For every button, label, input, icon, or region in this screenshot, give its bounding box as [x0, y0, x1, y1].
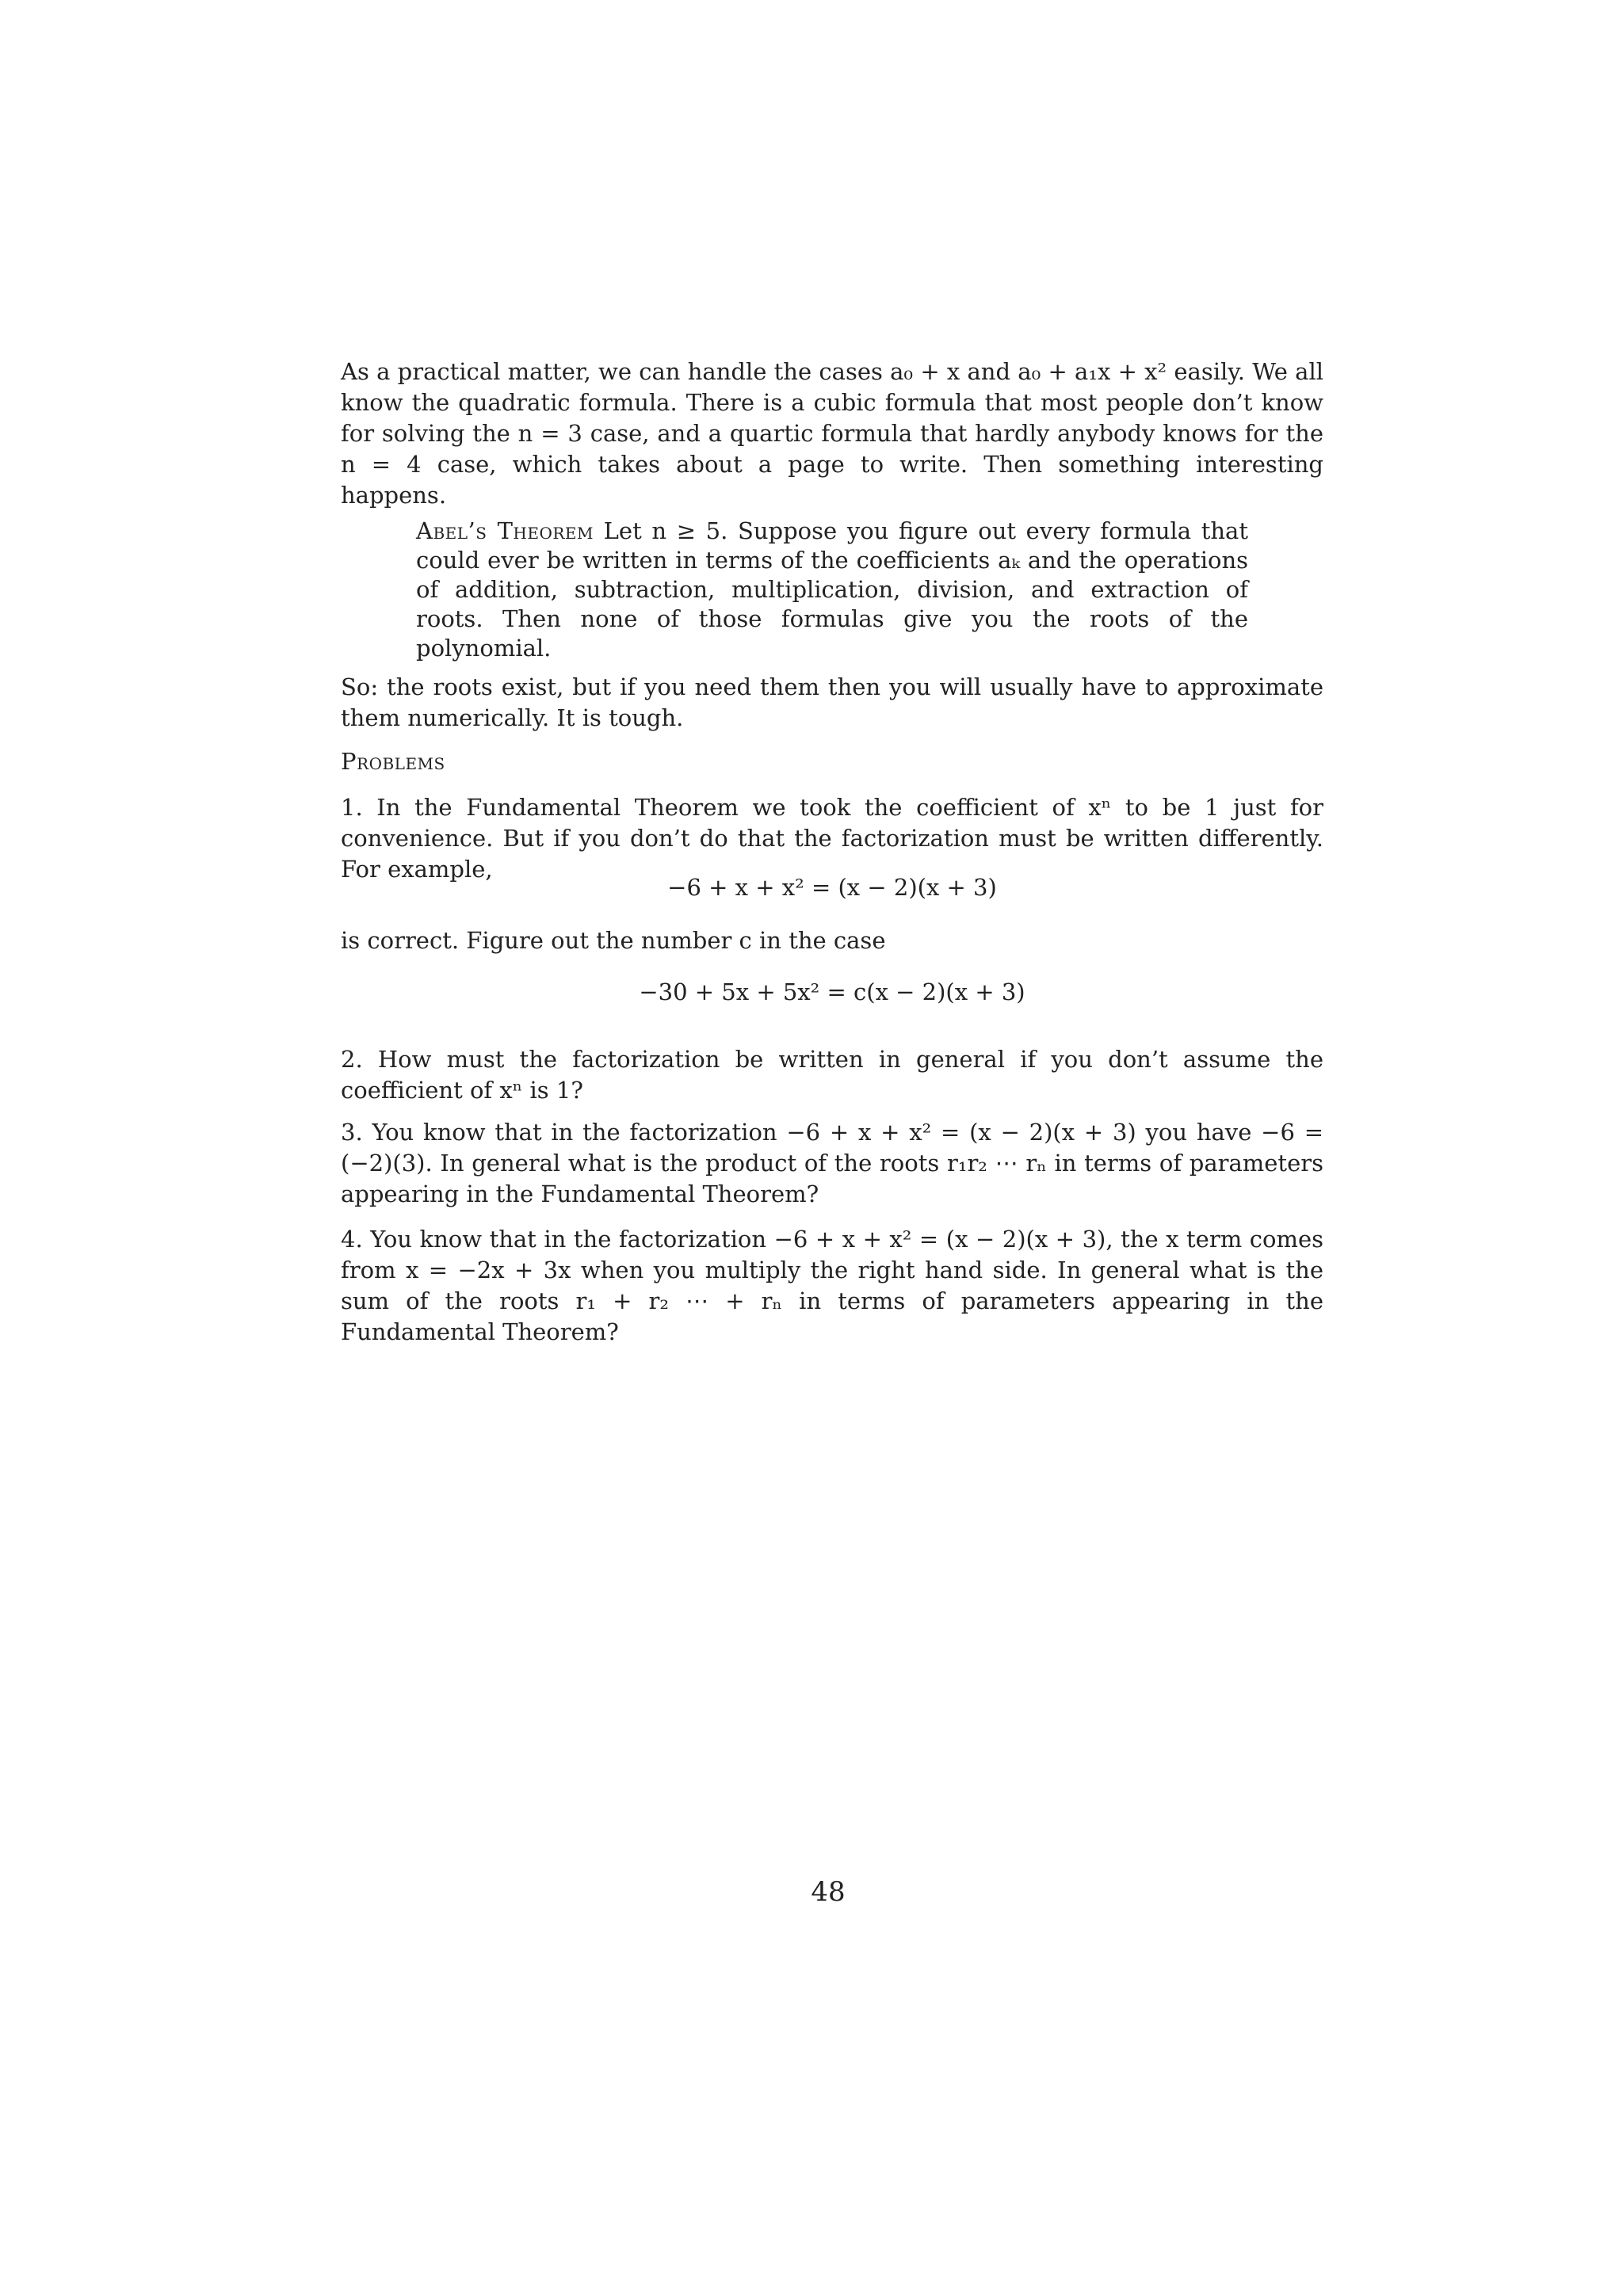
theorem-title: Abel’s Theorem: [416, 517, 594, 544]
intro-text: As a practical matter, we can handle the cases a₀ + x and a₀ + a₁x + x² easily. We all know the quadratic formula. There is a cubic formula that most people don’t know for solving the n = 3 case, and a quartic formula that hardly anybody knows for the n = 4 case, which takes about a page to write. Then something interesting happens.: [341, 358, 1323, 509]
conclusion-paragraph: [341, 672, 1323, 734]
problem-2: [341, 1044, 1323, 1106]
problem-1-followup: [341, 925, 1323, 956]
conclusion-text: So: the roots exist, but if you need them then you will usually have to approximate them numerically. It is tough.: [341, 673, 1323, 731]
theorem-body: Let n ≥ 5. Suppose you figure out every formula that could ever be written in terms of the coefficients aₖ and the operations of addition, subtraction, multiplication, division, and extraction of roots. Then none of those formulas give you the roots of the polynomial.: [416, 517, 1249, 662]
problem-2-text: 2. How must the factorization be written in general if you don’t assume the coefficient of xⁿ is 1?: [341, 1046, 1323, 1104]
theorem-text: [416, 517, 1248, 663]
problem-1-text: 1. In the Fundamental Theorem we took the coefficient of xⁿ to be 1 just for convenience. But if you don’t do that the factorization must be written differently. For example,: [341, 794, 1323, 883]
problem-3: [341, 1117, 1323, 1210]
problem-4: [341, 1224, 1323, 1348]
equation-2: −30 + 5x + 5x² = c(x − 2)(x + 3): [639, 978, 1025, 1005]
abel-theorem-block: [416, 517, 1248, 663]
intro-paragraph: [341, 357, 1323, 511]
page-number: 48: [811, 1876, 846, 1908]
problem-4-text: 4. You know that in the factorization −6 + x + x² = (x − 2)(x + 3), the x term comes from x = −2x + 3x when you multiply the right hand side. In general what is the sum of the roots r₁ + r₂ ⋯ + rₙ in terms of parameters appearing in the Fundamental Theorem?: [341, 1226, 1323, 1345]
equation-1: −6 + x + x² = (x − 2)(x + 3): [667, 874, 997, 901]
problems-heading: Problems: [341, 748, 445, 775]
problem-3-text: 3. You know that in the factorization −6 + x + x² = (x − 2)(x + 3) you have −6 = (−2)(3). In general what is the product of the roots r₁r₂ ⋯ rₙ in terms of parameters appearing in the Fundamental Theorem?: [341, 1119, 1323, 1207]
problem-1-followup-text: is correct. Figure out the number c in the case: [341, 927, 886, 954]
